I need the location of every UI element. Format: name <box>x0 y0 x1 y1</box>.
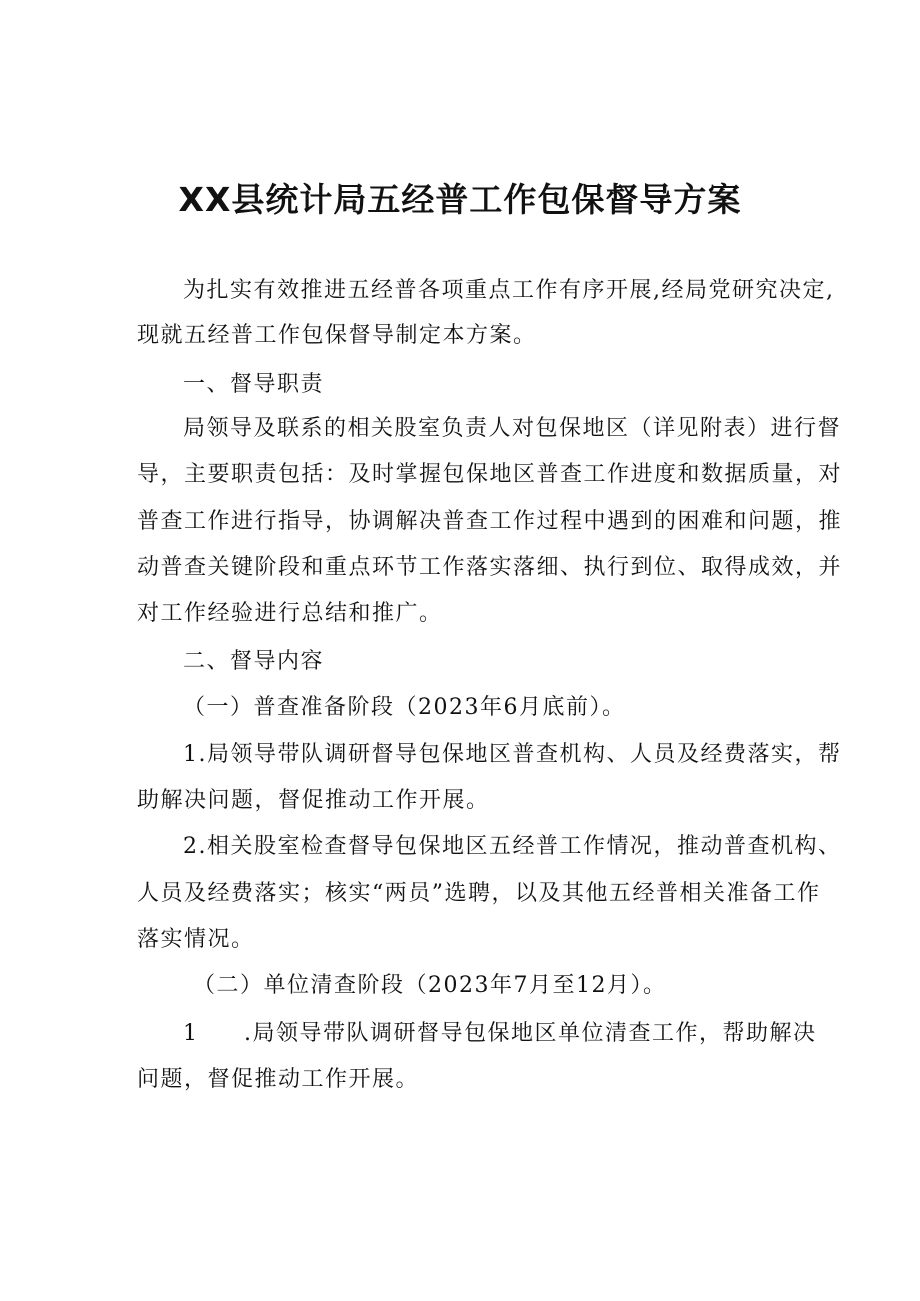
preparation-item-1-line-2: 助解决问题，督促推动工作开展。 <box>137 788 490 813</box>
section-heading-content: 二、督导内容 <box>183 649 325 674</box>
intro-line-2: 现就五经普工作包保督导制定本方案。 <box>137 323 537 348</box>
duties-line-1: 局领导及联系的相关股室负责人对包保地区（详见附表）进行督 <box>183 416 842 441</box>
intro-line-1: 为扎实有效推进五经普各项重点工作有序开展,经局党研究决定, <box>183 278 835 303</box>
duties-line-3: 普查工作进行指导，协调解决普查工作过程中遇到的困难和问题，推 <box>137 509 843 534</box>
clearance-item-1-number: 1 <box>183 1021 199 1046</box>
duties-line-5: 对工作经验进行总结和推广。 <box>137 601 443 626</box>
clearance-item-1-line-1: .局领导带队调研督导包保地区单位清查工作，帮助解决 <box>244 1021 817 1046</box>
preparation-item-1-line-1: 1.局领导带队调研督导包保地区普查机构、人员及经费落实，帮 <box>183 742 842 767</box>
duties-line-4: 动普查关键阶段和重点环节工作落实落细、执行到位、取得成效，并 <box>137 555 843 580</box>
section-heading-duties: 一、督导职责 <box>183 372 325 397</box>
subsection-heading-preparation: （一）普查准备阶段（2023年6月底前）。 <box>183 695 626 720</box>
clearance-item-1-line-2: 问题，督促推动工作开展。 <box>137 1067 420 1092</box>
document-title: XX县统计局五经普工作包保督导方案 <box>178 180 742 219</box>
subsection-heading-clearance: （二）单位清查阶段（2023年7月至12月）。 <box>193 973 667 998</box>
duties-line-2: 导，主要职责包括：及时掌握包保地区普查工作进度和数据质量，对 <box>137 462 843 487</box>
preparation-item-2-line-2: 人员及经费落实；核实“两员”选聘，以及其他五经普相关准备工作 <box>137 881 821 906</box>
preparation-item-2-line-1: 2.相关股室检查督导包保地区五经普工作情况，推动普查机构、 <box>183 834 842 859</box>
preparation-item-2-line-3: 落实情况。 <box>137 927 255 952</box>
